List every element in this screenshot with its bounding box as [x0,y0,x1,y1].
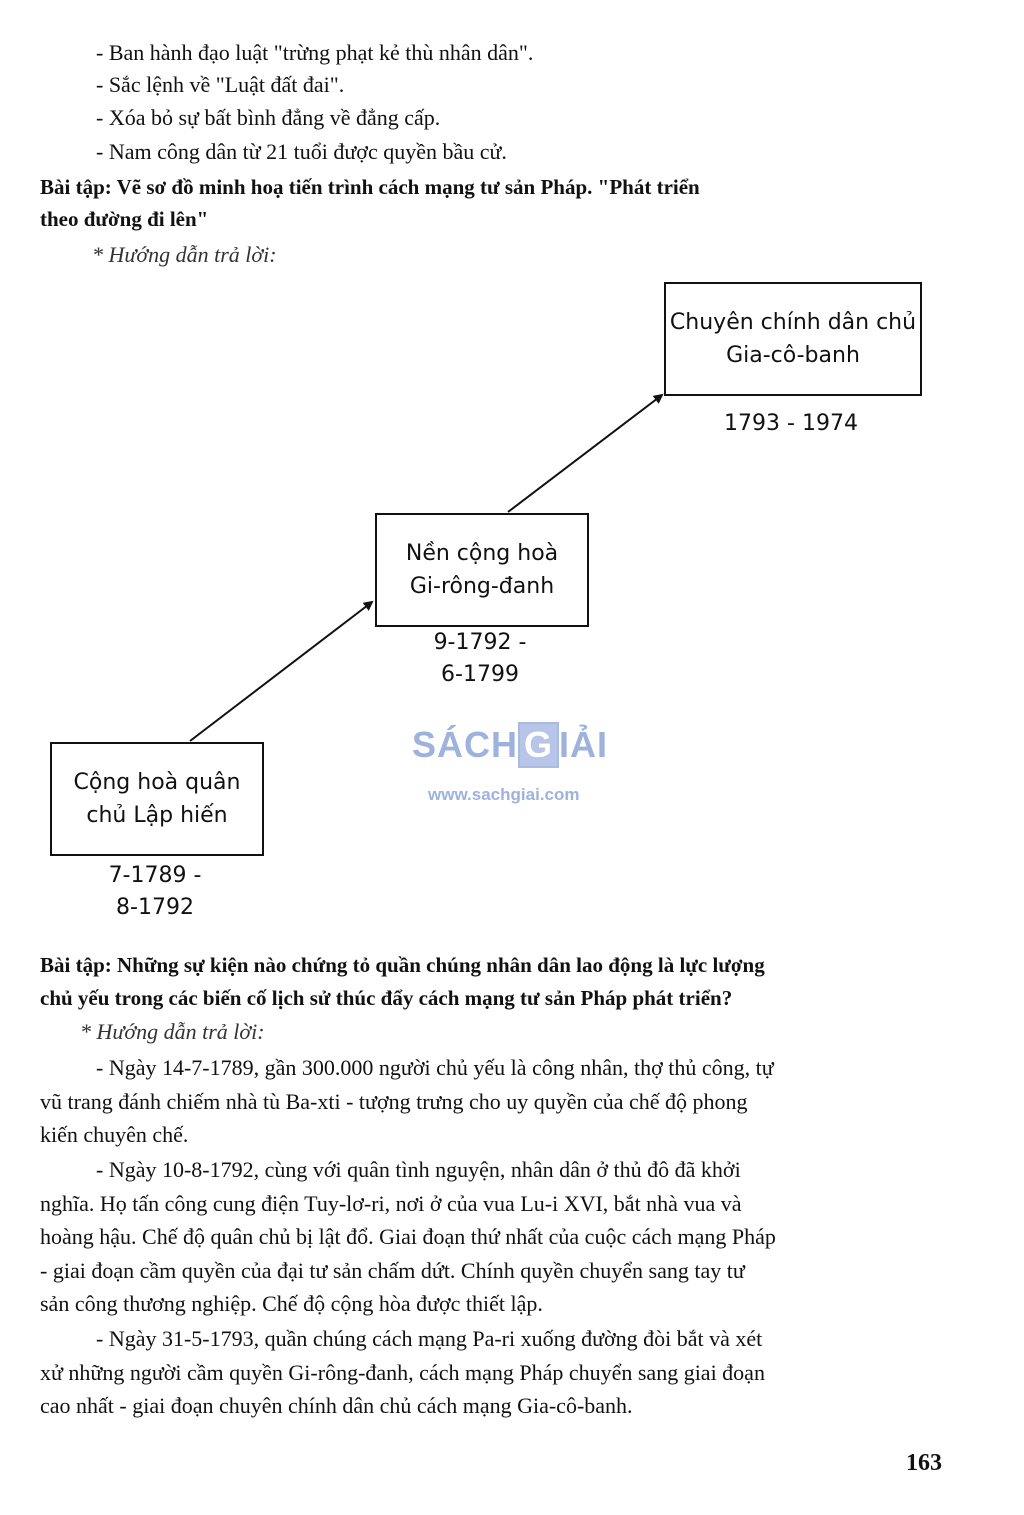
paragraph-line: hoàng hậu. Chế độ quân chủ bị lật đổ. Giai đoạn thứ nhất của cuộc cách mạng Pháp [40,1224,776,1249]
arrow-1 [190,602,372,741]
paragraph-line: nghĩa. Họ tấn công cung điện Tuy-lơ-ri, nơi ở của vua Lu-i XVI, bắt nhà vua và [40,1191,742,1216]
watermark-g-icon: G [518,722,559,768]
diagram-box-girondin [375,513,589,627]
paragraph-line: - Ngày 31-5-1793, quần chúng cách mạng Pa-ri xuống đường đòi bắt và xét [96,1326,763,1351]
box-label: chủ Lập hiến [86,803,228,828]
period-label: 1793 - 1974 [724,411,858,436]
period-label: 8-1792 [116,895,194,920]
period-label: 7-1789 - [108,863,202,888]
paragraph-line: xử những người cầm quyền Gi-rông-đanh, cách mạng Pháp chuyển sang giai đoạn [40,1360,765,1385]
period-label: 6-1799 [441,662,519,687]
answer-guide-label: * Hướng dẫn trả lời: [92,242,277,267]
list-item: - Xóa bỏ sự bất bình đẳng về đẳng cấp. [96,105,441,130]
paragraph-line: kiến chuyên chế. [40,1122,189,1147]
diagram-box-jacobin [664,282,922,396]
watermark-text: SÁCH [412,724,519,765]
paragraph-line: - Ngày 14-7-1789, gần 300.000 người chủ yếu là công nhân, thợ thủ công, tự [96,1055,774,1080]
paragraph-line: - giai đoạn cầm quyền của đại tư sản chấm dứt. Chính quyền chuyển sang tay tư [40,1258,745,1283]
exercise-heading: Bài tập: Những sự kiện nào chứng tỏ quần chúng nhân dân lao động là lực lượng [40,953,765,977]
box-label: Cộng hoà quân [73,770,241,795]
answer-guide-label: * Hướng dẫn trả lời: [80,1019,265,1044]
box-label: Chuyên chính dân chủ [669,310,917,335]
exercise-heading: Bài tập: Vẽ sơ đồ minh hoạ tiến trình cách mạng tư sản Pháp. "Phát triển [40,175,700,199]
watermark-logo [412,722,608,768]
exercise-heading: theo đường đi lên" [40,207,209,231]
list-item: - Ban hành đạo luật "trừng phạt kẻ thù nhân dân". [96,40,534,65]
list-item: - Sắc lệnh về "Luật đất đai". [96,72,345,97]
list-item: - Nam công dân từ 21 tuổi được quyền bầu cử. [96,139,507,164]
paragraph-line: vũ trang đánh chiếm nhà tù Ba-xti - tượng trưng cho uy quyền của chế độ phong [40,1089,748,1114]
box-label: Gia-cô-banh [726,343,860,368]
paragraph-line: cao nhất - giai đoạn chuyên chính dân chủ cách mạng Gia-cô-banh. [40,1393,633,1418]
watermark-url: www.sachgiai.com [428,785,580,804]
paragraph-line: sản công thương nghiệp. Chế độ cộng hòa được thiết lập. [40,1291,543,1316]
paragraph-line: - Ngày 10-8-1792, cùng với quân tình nguyện, nhân dân ở thủ đô đã khởi [96,1157,741,1182]
diagram-box-constitutional-monarchy [50,742,264,856]
watermark-text: IẢI [559,724,609,765]
exercise-heading: chủ yếu trong các biến cố lịch sử thúc đẩy cách mạng tư sản Pháp phát triển? [40,986,733,1010]
period-label: 9-1792 - [433,630,527,655]
arrow-2 [508,395,662,512]
page-number: 163 [906,1450,942,1476]
box-label: Nền cộng hoà [405,541,559,566]
box-label: Gi-rông-đanh [409,574,555,599]
